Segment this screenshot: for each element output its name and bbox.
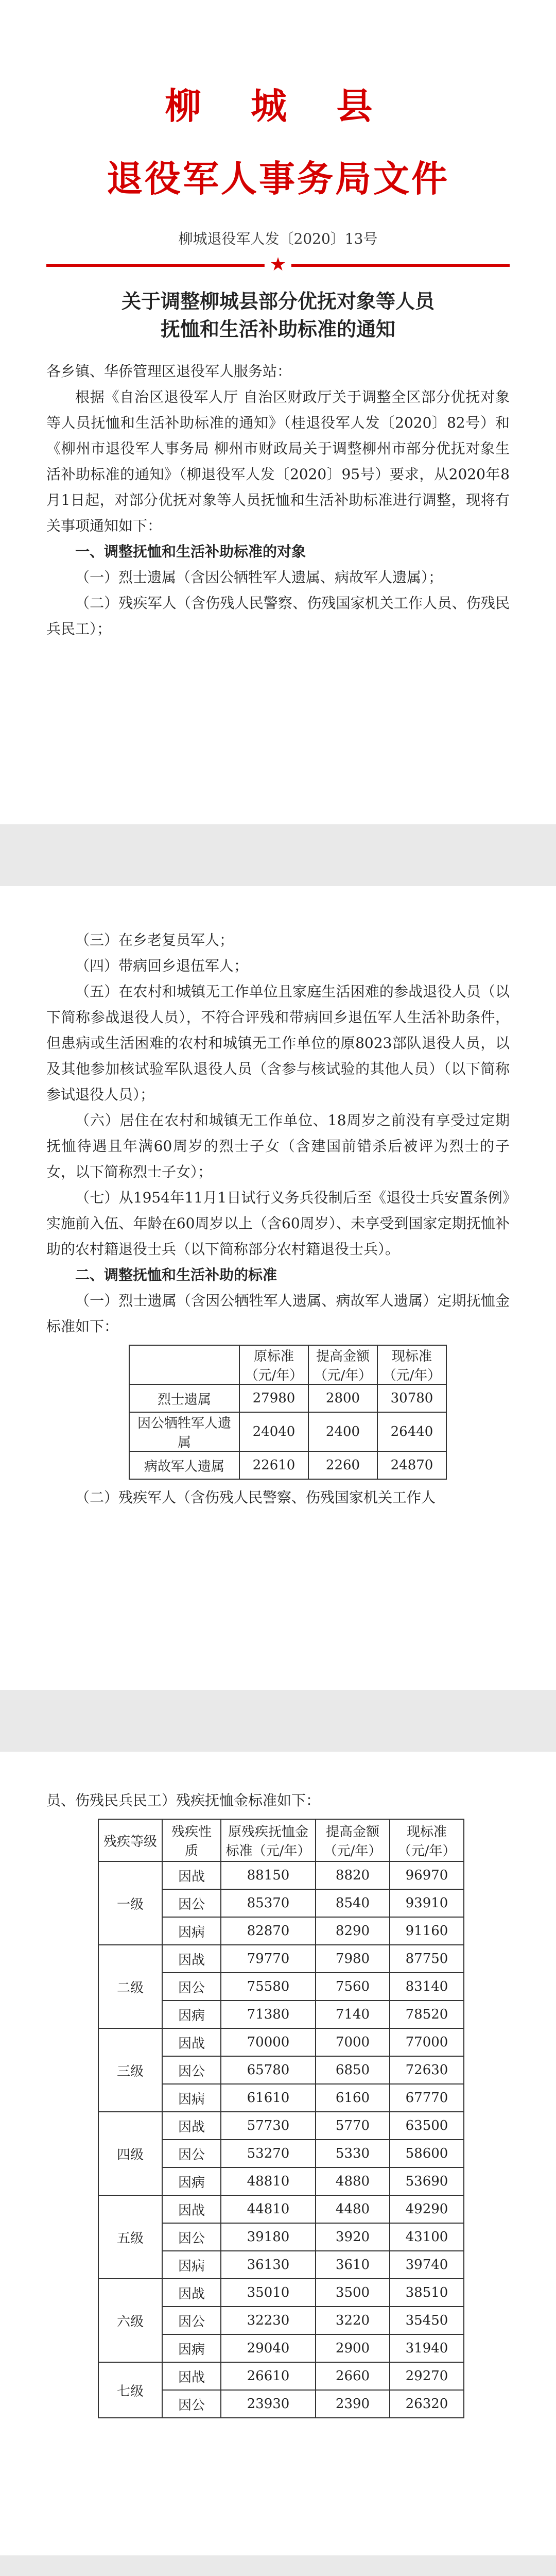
table-cell: 57730 (221, 2112, 316, 2140)
table-cell: 36130 (221, 2251, 316, 2279)
table-cell: 因公 (162, 2140, 221, 2167)
table-cell: 因病 (162, 2001, 221, 2028)
table-cell: 一级 (98, 1861, 162, 1945)
doc-number: 柳城退役军人发〔2020〕13号 (178, 230, 378, 247)
table-cell: 78520 (390, 2001, 464, 2028)
table-row (98, 2028, 464, 2056)
table-cell: 88150 (221, 1861, 316, 1889)
page-1 (0, 0, 556, 824)
table-cell: 8290 (316, 1917, 390, 1945)
table-row (98, 1861, 464, 1889)
table-cell: 39180 (221, 2223, 316, 2251)
table-cell: 58600 (390, 2140, 464, 2167)
table-cell: 因公 (162, 1889, 221, 1917)
salutation: 各乡镇、华侨管理区退役军人服务站： (46, 363, 292, 380)
table-header: 提高金额（元/年） (308, 1345, 377, 1384)
table-cell: 77000 (390, 2028, 464, 2056)
section-1-heading: 一、调整抚恤和生活补助标准的对象 (75, 543, 306, 560)
table-row (129, 1412, 446, 1451)
table-row (98, 2362, 464, 2390)
table-cell: 35450 (390, 2307, 464, 2334)
table-cell: 24040 (239, 1412, 308, 1451)
table-cell: 5770 (316, 2112, 390, 2140)
table-cell: 75580 (221, 1973, 316, 2001)
table-cell: 因公 (162, 2223, 221, 2251)
table-cell: 2260 (308, 1451, 377, 1479)
object-item-4: （四）带病回乡退伍军人； (75, 957, 249, 974)
table-cell: 因公 (162, 2390, 221, 2418)
table-cell: 三级 (98, 2028, 162, 2112)
table-cell: 53690 (390, 2167, 464, 2195)
table-cell: 五级 (98, 2195, 162, 2279)
table-cell: 3920 (316, 2223, 390, 2251)
table-cell: 79770 (221, 1945, 316, 1973)
table-cell: 49290 (390, 2195, 464, 2223)
table-cell: 96970 (390, 1861, 464, 1889)
table-cell: 83140 (390, 1973, 464, 2001)
table-cell: 53270 (221, 2140, 316, 2167)
table-cell: 30780 (377, 1384, 446, 1412)
table-cell: 93910 (390, 1889, 464, 1917)
page-2 (0, 886, 556, 1690)
table-cell: 43100 (390, 2223, 464, 2251)
object-item-1: （一）烈士遗属（含因公牺牲军人遗属、病故军人遗属）； (75, 569, 443, 586)
table-cell: 71380 (221, 2001, 316, 2028)
table-cell: 63500 (390, 2112, 464, 2140)
table-header: 原残疾抚恤金标准（元/年） (221, 1819, 316, 1861)
table-cell: 因病 (162, 1917, 221, 1945)
table-cell: 因战 (162, 2112, 221, 2140)
table-row (98, 2279, 464, 2307)
object-item-3: （三）在乡老复员军人； (75, 931, 234, 948)
section-2-heading: 二、调整抚恤和生活补助的标准 (75, 1266, 277, 1283)
table-cell: 24870 (377, 1451, 446, 1479)
table-cell: 70000 (221, 2028, 316, 2056)
table-header: 现标准（元/年） (390, 1819, 464, 1861)
table-cell: 48810 (221, 2167, 316, 2195)
table-header (129, 1345, 239, 1384)
table-cell: 35010 (221, 2279, 316, 2307)
table-cell: 因病 (162, 2084, 221, 2112)
notice-title-line2: 抚恤和生活补助标准的通知 (160, 317, 395, 341)
table-cell: 2900 (316, 2334, 390, 2362)
table-header: 现标准（元/年） (377, 1345, 446, 1384)
table-cell: 31940 (390, 2334, 464, 2362)
table-cell: 65780 (221, 2056, 316, 2084)
table-cell: 39740 (390, 2251, 464, 2279)
table-cell: 44810 (221, 2195, 316, 2223)
table-header: 提高金额（元/年） (316, 1819, 390, 1861)
star-icon: ★ (265, 255, 291, 275)
table-cell: 2660 (316, 2362, 390, 2390)
bureau-title: 退役军人事务局文件 (107, 157, 449, 200)
table-cell: 6850 (316, 2056, 390, 2084)
table-cell: 因病 (162, 2334, 221, 2362)
table-cell: 3500 (316, 2279, 390, 2307)
table-cell: 病故军人遗属 (129, 1451, 239, 1479)
standard-item-2-end: 员、伤残民兵民工）残疾抚恤金标准如下： (46, 1792, 321, 1809)
table-cell: 七级 (98, 2362, 162, 2418)
table-cell: 29270 (390, 2362, 464, 2390)
table-cell: 3220 (316, 2307, 390, 2334)
table-cell: 38510 (390, 2279, 464, 2307)
notice-title-line1: 关于调整柳城县部分优抚对象等人员 (121, 290, 435, 313)
table-cell: 因病 (162, 2251, 221, 2279)
table-row (129, 1451, 446, 1479)
table-cell: 7000 (316, 2028, 390, 2056)
object-item-6: （六）居住在农村和城镇无工作单位、18周岁之前没有享受过定期抚恤待遇且年满60周岁的烈士子女（含建国前错杀后被评为烈士的子女，以下简称烈士子女）； (46, 1112, 510, 1180)
table-cell: 23930 (221, 2390, 316, 2418)
object-item-5: （五）在农村和城镇无工作单位且家庭生活困难的参战退役人员（以下简称参战退役人员），不符合评残和带病回乡退伍军人生活补助条件，但患病或生活困难的农村和城镇无工作单位的原8023部队退役人员，以及其他参加核试验军队退役人员（含参与核试验的其他人员）（以下简称参试退役人员）； (46, 983, 510, 1103)
table-cell: 6160 (316, 2084, 390, 2112)
table-cell: 61610 (221, 2084, 316, 2112)
table-cell: 22610 (239, 1451, 308, 1479)
table-cell: 因战 (162, 1861, 221, 1889)
table-cell: 因战 (162, 1945, 221, 1973)
table-cell: 67770 (390, 2084, 464, 2112)
table-cell: 87750 (390, 1945, 464, 1973)
table-cell: 26320 (390, 2390, 464, 2418)
page-3 (0, 1752, 556, 2555)
martyr-family-table (129, 1345, 447, 1480)
table-cell: 因战 (162, 2279, 221, 2307)
table-cell: 因病 (162, 2167, 221, 2195)
table-cell: 因战 (162, 2195, 221, 2223)
table-header: 原标准（元/年） (239, 1345, 308, 1384)
table-cell: 5330 (316, 2140, 390, 2167)
table-cell: 二级 (98, 1945, 162, 2028)
table-cell: 7140 (316, 2001, 390, 2028)
table-header: 残疾等级 (98, 1819, 162, 1861)
page-gap (0, 824, 556, 886)
table-cell: 82870 (221, 1917, 316, 1945)
table-cell: 3610 (316, 2251, 390, 2279)
table-cell: 26440 (377, 1412, 446, 1451)
table-cell: 8820 (316, 1861, 390, 1889)
table-cell: 26610 (221, 2362, 316, 2390)
standard-item-1: （一）烈士遗属（含因公牺牲军人遗属、病故军人遗属）定期抚恤金标准如下： (46, 1292, 510, 1335)
table-cell: 7560 (316, 1973, 390, 2001)
table-cell: 29040 (221, 2334, 316, 2362)
table-cell: 7980 (316, 1945, 390, 1973)
table-row (98, 1945, 464, 1973)
table-row (98, 2195, 464, 2223)
table-row (129, 1384, 446, 1412)
table-cell: 四级 (98, 2112, 162, 2195)
table-cell: 因公 (162, 2307, 221, 2334)
page-gap (0, 2555, 556, 2576)
table-cell: 因战 (162, 2028, 221, 2056)
table-cell: 8540 (316, 1889, 390, 1917)
table-cell: 2400 (308, 1412, 377, 1451)
table-cell: 2390 (316, 2390, 390, 2418)
object-item-2: （二）残疾军人（含伤残人民警察、伤残国家机关工作人员、伤残民兵民工）； (46, 595, 510, 637)
table-cell: 72630 (390, 2056, 464, 2084)
table-cell: 85370 (221, 1889, 316, 1917)
disability-pension-table (98, 1819, 464, 2418)
table-cell: 2800 (308, 1384, 377, 1412)
red-divider (46, 254, 510, 275)
table-cell: 因公 (162, 2056, 221, 2084)
table-cell: 4480 (316, 2195, 390, 2223)
table-cell: 91160 (390, 1917, 464, 1945)
table-cell: 4880 (316, 2167, 390, 2195)
table-cell: 六级 (98, 2279, 162, 2362)
intro-paragraph: 根据《自治区退役军人厅 自治区财政厅关于调整全区部分优抚对象等人员抚恤和生活补助标准的通知》（桂退役军人发〔2020〕82号）和《柳州市退役军人事务局 柳州市财政局关于调整柳州市部分优抚对象生活补助标准的通知》（柳退役军人发〔2020〕95号）要求，从2020年8月1日起，对部分优抚对象等人员抚恤和生活补助标准进行调整，现将有关事项通知如下： (46, 388, 510, 534)
table-cell: 27980 (239, 1384, 308, 1412)
table-header: 残疾性质 (162, 1819, 221, 1861)
county-title: 柳 城 县 (165, 84, 391, 127)
table-cell: 烈士遗属 (129, 1384, 239, 1412)
table-cell: 因公牺牲军人遗属 (129, 1412, 239, 1451)
table-cell: 因战 (162, 2362, 221, 2390)
table-cell: 因公 (162, 1973, 221, 2001)
table-cell: 32230 (221, 2307, 316, 2334)
standard-item-2-start: （二）残疾军人（含伤残人民警察、伤残国家机关工作人 (75, 1489, 436, 1506)
page-gap (0, 1690, 556, 1752)
object-item-7: （七）从1954年11月1日试行义务兵役制后至《退役士兵安置条例》实施前入伍、年龄在60周岁以上（含60周岁）、未享受到国家定期抚恤补助的农村籍退役士兵（以下简称部分农村籍退役士兵）。 (46, 1189, 510, 1258)
table-row (98, 2112, 464, 2140)
